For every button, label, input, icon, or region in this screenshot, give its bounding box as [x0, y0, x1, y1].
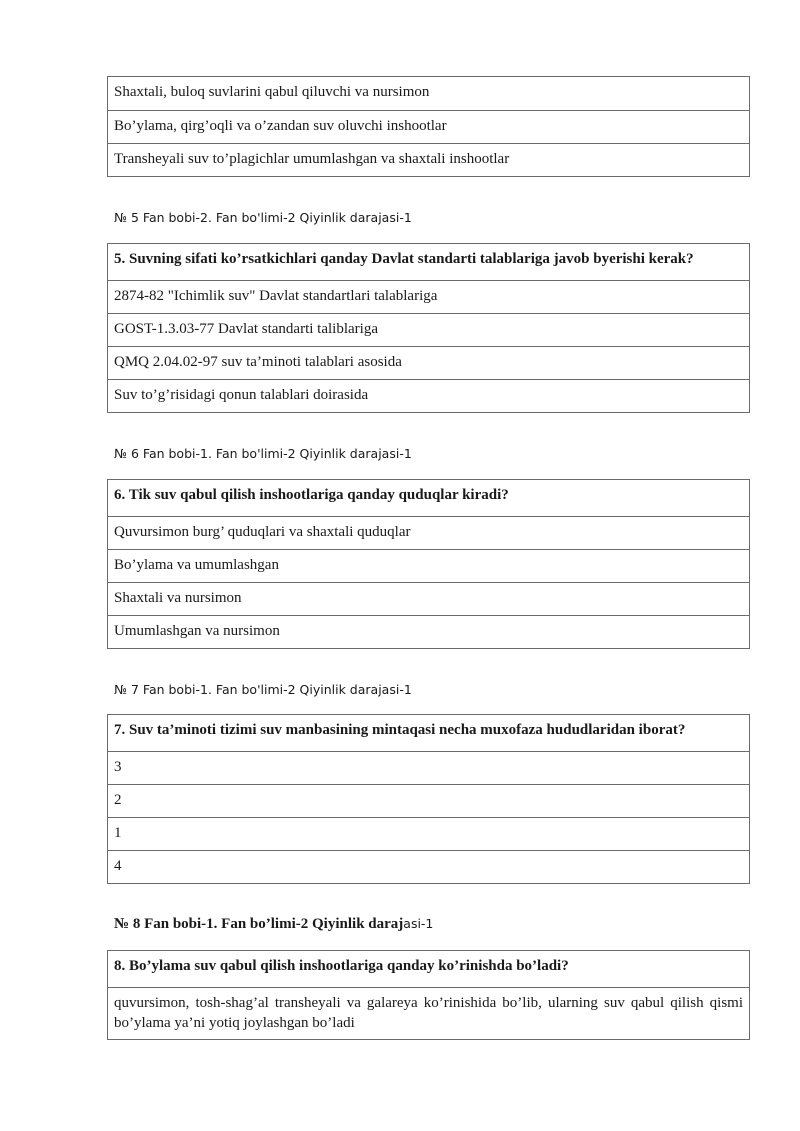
option-text: Bo’ylama va umumlashgan	[114, 557, 279, 573]
option-text: 4	[114, 858, 122, 874]
option-text: quvursimon, tosh-shag’al transheyali va galareya ko’rinishida bo’lib, ularning suv qabul qilish qismi bo’ylama ya’ni yotiq joylashgan bo’ladi	[114, 995, 743, 1031]
option-row	[108, 615, 749, 648]
option-row	[108, 379, 749, 412]
option-row	[108, 549, 749, 582]
option-row	[108, 143, 749, 176]
option-text: 2	[114, 792, 122, 808]
option-row	[108, 751, 749, 784]
option-row	[108, 850, 749, 883]
option-text: Transheyali suv to’plagichlar umumlashgan va shaxtali inshootlar	[114, 151, 510, 167]
option-text: 2874-82 "Ichimlik suv" Davlat standartlari talablariga	[114, 288, 438, 304]
option-text: QMQ 2.04.02-97 suv ta’minoti talablari asosida	[114, 354, 402, 370]
option-text: Suv to’g’risidagi qonun talablari doirasida	[114, 387, 369, 403]
question-row	[108, 715, 749, 751]
question-row	[108, 244, 749, 280]
question-text: 6. Tik suv qabul qilish inshootlariga qanday quduqlar kiradi?	[114, 487, 509, 503]
option-text: Shaxtali, buloq suvlarini qabul qiluvchi va nursimon	[114, 84, 430, 100]
question-text: 5. Suvning sifati ko’rsatkichlari qanday Davlat standarti talablariga javob byerishi kerak?	[114, 251, 694, 267]
option-text: Shaxtali va nursimon	[114, 590, 242, 606]
option-row	[108, 77, 749, 110]
question-7-table	[107, 714, 750, 884]
option-text: Bo’ylama, qirg’oqli va o’zandan suv oluvchi inshootlar	[114, 118, 447, 134]
option-text: Umumlashgan va nursimon	[114, 623, 280, 639]
question-6-table	[107, 479, 750, 649]
question-5-table	[107, 243, 750, 413]
question-5-header: № 5 Fan bobi-2. Fan bo'limi-2 Qiyinlik darajasi-1	[114, 210, 412, 225]
question-text: 8. Bo’ylama suv qabul qilish inshootlariga qanday ko’rinishda bo’ladi?	[114, 958, 569, 974]
option-text: GOST-1.3.03-77 Davlat standarti taliblariga	[114, 321, 378, 337]
option-row	[108, 313, 749, 346]
option-text: Quvursimon burg’ quduqlari va shaxtali quduqlar	[114, 524, 411, 540]
question-8-table	[107, 950, 750, 1040]
question-6-header: № 6 Fan bobi-1. Fan bo'limi-2 Qiyinlik darajasi-1	[114, 446, 412, 461]
option-row	[108, 817, 749, 850]
question-row	[108, 480, 749, 516]
option-row	[108, 987, 749, 1039]
question-8-header-tail: asi-1	[403, 916, 434, 931]
question-8-header	[114, 916, 433, 933]
option-row	[108, 346, 749, 379]
option-text: 3	[114, 759, 122, 775]
question-4-options-table	[107, 76, 750, 177]
option-row	[108, 110, 749, 143]
question-row	[108, 951, 749, 987]
question-7-header: № 7 Fan bobi-1. Fan bo'limi-2 Qiyinlik darajasi-1	[114, 682, 412, 697]
option-row	[108, 280, 749, 313]
option-row	[108, 516, 749, 549]
option-row	[108, 784, 749, 817]
question-text: 7. Suv ta’minoti tizimi suv manbasining mintaqasi necha muxofaza hududlaridan iborat?	[114, 722, 686, 738]
option-text: 1	[114, 825, 122, 841]
question-8-header-main: № 8 Fan bobi-1. Fan bo’limi-2 Qiyinlik daraj	[114, 916, 404, 932]
option-row	[108, 582, 749, 615]
